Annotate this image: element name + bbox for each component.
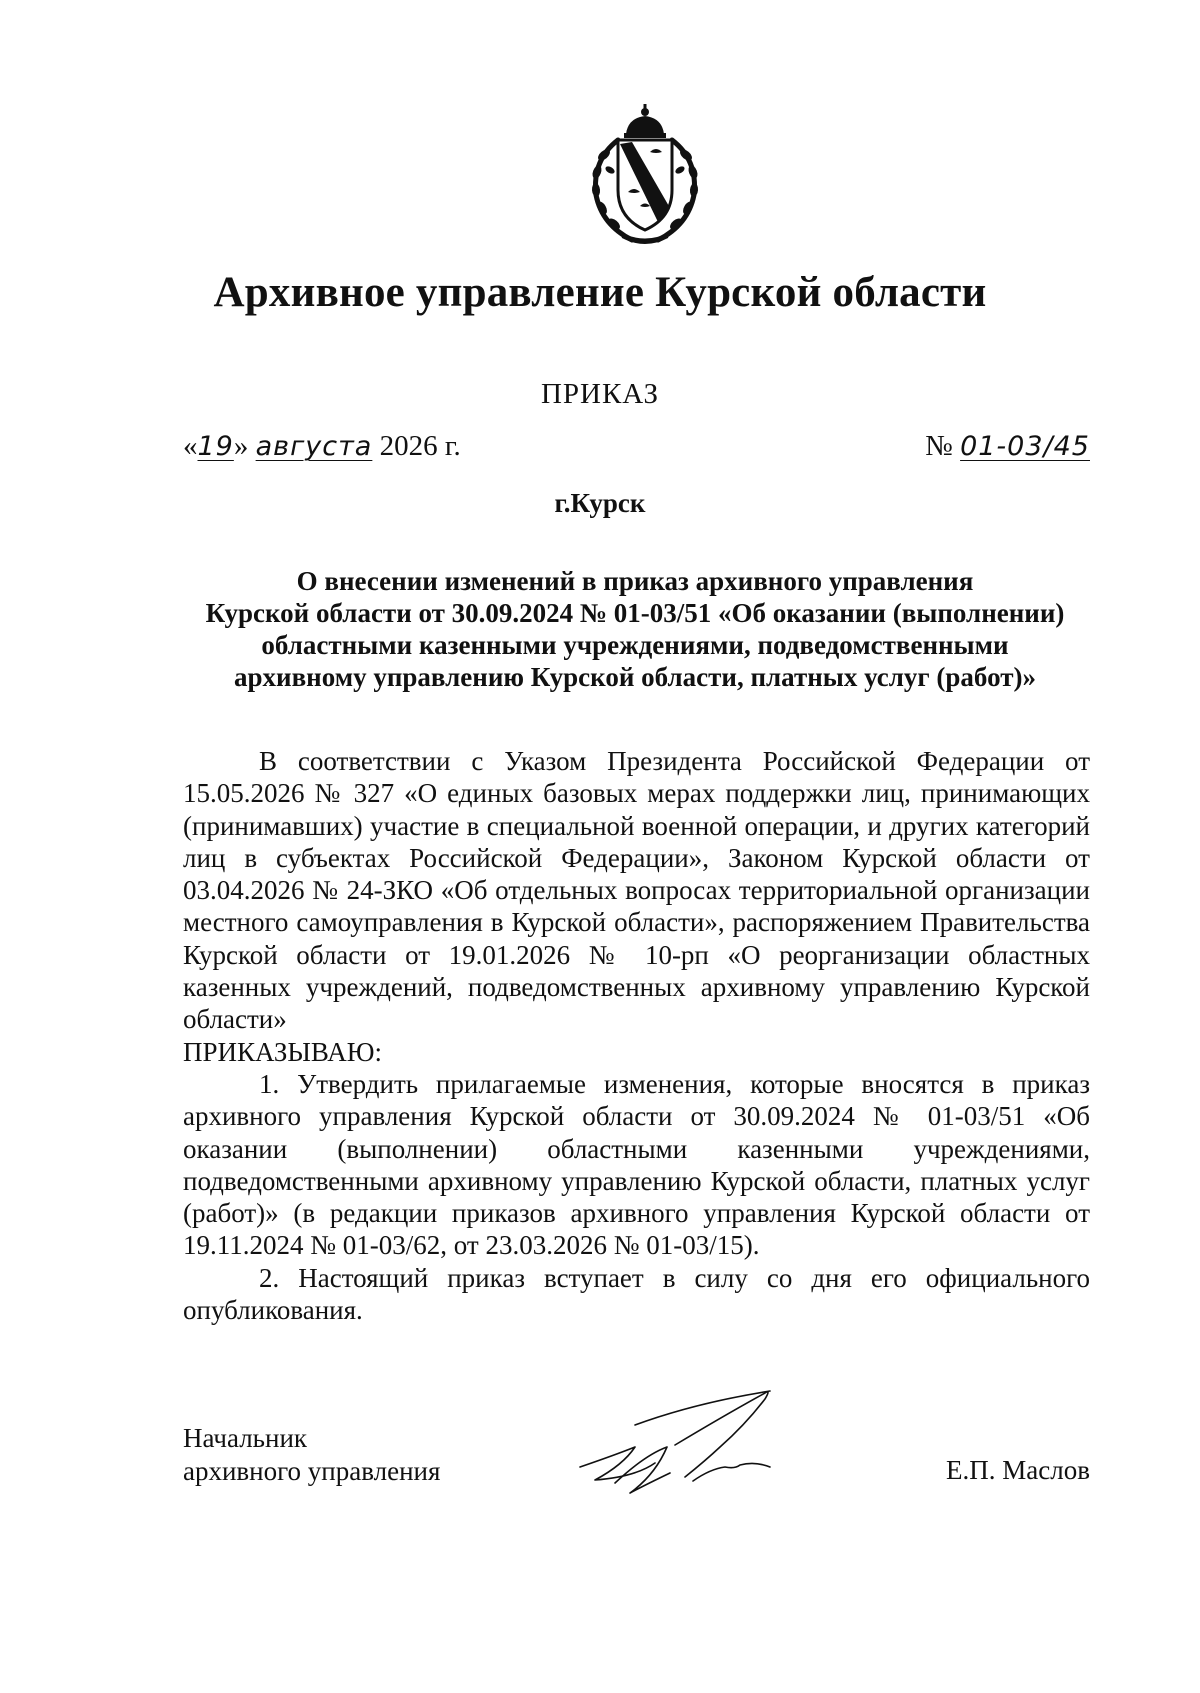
order-date [183,430,461,463]
signatory-name: Е.П. Маслов [946,1455,1090,1485]
coat-of-arms-emblem [570,100,720,250]
order-body [183,745,1090,1326]
number-value: 01-03/45 [960,431,1090,462]
position-line: архивного управления [183,1456,441,1486]
date-year: 2026 г. [379,430,461,462]
date-close-quote: » [233,430,249,462]
order-word: ПРИКАЗЫВАЮ: [183,1036,382,1067]
preamble-paragraph: В соответствии с Указом Президента Российской Федерации от 15.05.2026 № 327 «О единых базовых мерах поддержки лиц, принимающих (принимавших) участие в специальной военной операции, и других категорий лиц в субъектах Российской Федерации», Законом Курской области от 03.04.2026 № 24-ЗКО «Об отдельных вопросах территориальной организации местного самоуправления в Курской области», распоряжением Правительства Курской области от 19.01.2026 № 10-рп «О реорганизации областных казенных учреждений, подведомственных архивному управлению Курской области» [183,746,1090,1035]
date-day: 19 [197,431,234,462]
document-type: ПРИКАЗ [540,378,660,410]
order-item-2: 2. Настоящий приказ вступает в силу со дня его официального опубликования. [183,1262,1090,1326]
city: г.Курск [554,488,646,518]
order-item-1: 1. Утвердить прилагаемые изменения, которые вносятся в приказ архивного управления Курской области от 30.09.2024 № 01-03/51 «Об оказании (выполнении) областными казенными учреждениями, подведомственными архивному управлению Курской области, платных услуг (работ)» (в редакции приказов архивного управления Курской области от 19.11.2024 № 01-03/62, от 23.03.2026 № 01-03/15). [183,1068,1090,1261]
signatory-position [183,1422,440,1488]
date-open-quote: « [183,430,198,462]
subject-line: Курской области от 30.09.2024 № 01-03/51 «Об оказании (выполнении) [205,598,1065,628]
number-prefix: № [925,430,953,462]
subject-line: областными казенными учреждениями, подведомственными [261,630,1009,660]
organization-title: Архивное управление Курской области [213,269,987,316]
handwritten-signature [575,1385,795,1500]
order-number [925,430,1090,463]
date-month: августа [255,431,373,462]
subject-line: О внесении изменений в приказ архивного управления [296,566,974,596]
subject-line: архивному управлению Курской области, платных услуг (работ)» [234,662,1036,692]
position-line: Начальник [183,1423,308,1453]
order-subject [180,565,1090,693]
